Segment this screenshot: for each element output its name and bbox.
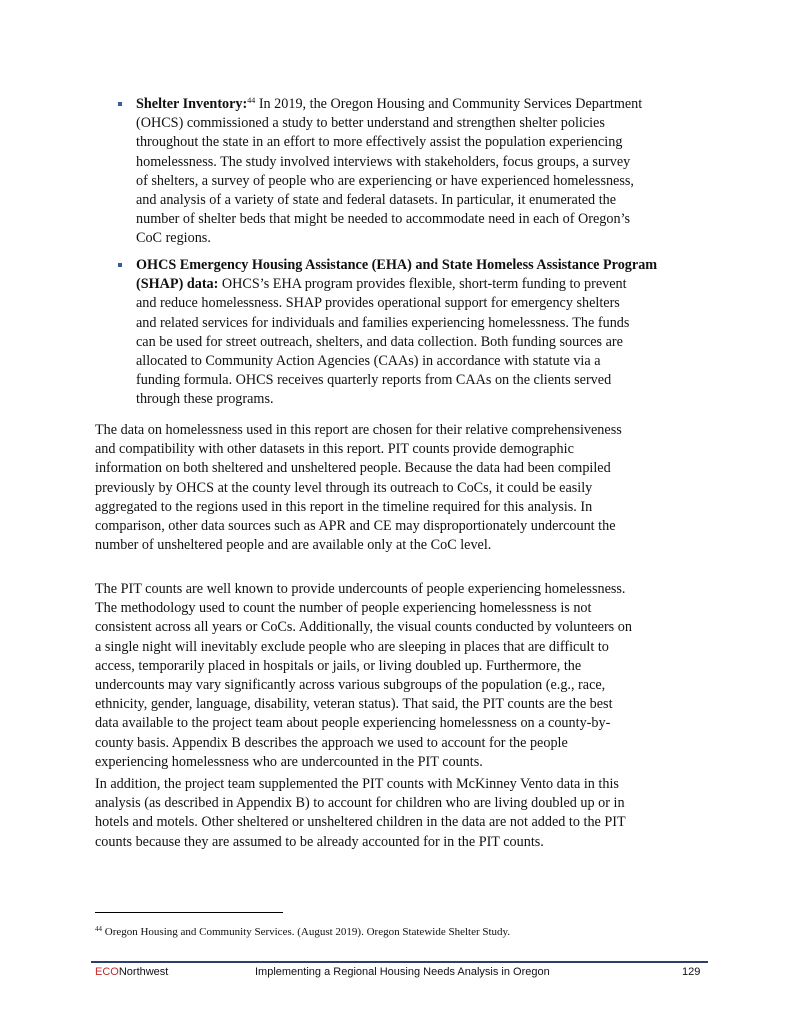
paragraph-line: In addition, the project team supplemented the PIT counts with McKinney Vento data in this [95, 776, 619, 792]
footnote-ref[interactable]: 44 [247, 96, 256, 105]
paragraph-line: The PIT counts are well known to provide undercounts of people experiencing homelessness. [95, 581, 626, 597]
bullet-text: In 2019, the Oregon Housing and Community Services Department [255, 96, 643, 112]
paragraph-data-choice [95, 421, 622, 555]
paragraph-line: a single night will inevitably exclude people who are sleeping in places that are difficult to [95, 638, 609, 655]
brand-eco: ECO [95, 966, 119, 978]
bullet-lead-text: (SHAP) data: [136, 276, 219, 293]
paragraph-line: number of unsheltered people and are available only at the CoC level. [95, 537, 492, 554]
footnote-number: 44 [95, 925, 102, 933]
footnote-divider [95, 912, 283, 913]
bullet-line: and reduce homelessness. SHAP provides operational support for emergency shelters [136, 295, 620, 312]
paragraph-line: information on both sheltered and unsheltered people. Because the data had been compiled [95, 460, 611, 477]
bullet-line: can be used for street outreach, shelters, and data collection. Both funding sources are [136, 333, 623, 350]
paragraph-line: ethnicity, gender, language, disability, veteran status). That said, the PIT counts are the best [95, 696, 613, 713]
bullet-lead [136, 256, 657, 275]
footer-title: Implementing a Regional Housing Needs Analysis in Oregon [255, 966, 550, 978]
paragraph-line: analysis (as described in Appendix B) to account for children who are living doubled up or in [95, 795, 625, 812]
bullet-marker-icon [118, 263, 122, 267]
paragraph-line: consistent across all years or CoCs. Additionally, the visual counts conducted by volunteers on [95, 619, 632, 636]
footer-divider [91, 961, 708, 963]
bullet-line: throughout the state in an effort to more effectively assist the population experiencing [136, 134, 623, 151]
bullet-line: homelessness. The study involved interviews with stakeholders, focus groups, a survey [136, 153, 631, 170]
paragraph-mckinney-vento [95, 775, 626, 852]
paragraph-line: aggregated to the regions used in this report in the timeline required for this analysis. In [95, 498, 593, 515]
page-number: 129 [682, 966, 701, 978]
footer-brand [95, 966, 168, 978]
footnote-text: Oregon Housing and Community Services. (August 2019). Oregon Statewide Shelter Study. [102, 926, 511, 938]
bullet-shelter-inventory [136, 95, 642, 249]
paragraph-line: hotels and motels. Other sheltered or unsheltered children in the data are not added to the PIT [95, 814, 626, 831]
paragraph-line: The methodology used to count the number of people experiencing homelessness is not [95, 600, 592, 617]
paragraph-line: comparison, other data sources such as APR and CE may disproportionately undercount the [95, 517, 616, 534]
bullet-line: allocated to Community Action Agencies (CAAs) in accordance with statute via a [136, 352, 601, 369]
bullet-line: funding formula. OHCS receives quarterly reports from CAAs on the clients served [136, 372, 612, 389]
bullet-ohcs-eha-shap [136, 256, 657, 410]
bullet-line: and analysis of a variety of state and federal datasets. In particular, it enumerated the [136, 191, 617, 208]
paragraph-line: county basis. Appendix B describes the approach we used to account for the people [95, 734, 568, 751]
bullet-line: (OHCS) commissioned a study to better understand and strengthen shelter policies [136, 115, 605, 132]
bullet-line [136, 275, 657, 294]
bullet-line: CoC regions. [136, 230, 211, 247]
paragraph-line: counts because they are assumed to be already accounted for in the PIT counts. [95, 833, 544, 850]
paragraph-line: data available to the project team about people experiencing homelessness on a county-by- [95, 715, 611, 732]
paragraph-line: previously by OHCS at the county level through its outreach to CoCs, it could be easily [95, 479, 593, 496]
paragraph-pit-undercounts [95, 580, 632, 772]
paragraph-line: and compatibility with other datasets in this report. PIT counts provide demographic [95, 441, 574, 458]
bullet-line: and related services for individuals and families experiencing homelessness. The funds [136, 314, 630, 331]
paragraph-line: access, temporarily placed in hospitals or jails, or living doubled up. Furthermore, the [95, 657, 582, 674]
bullet-lead: Shelter Inventory: [136, 96, 248, 112]
bullet-line: of shelters, a survey of people who are experiencing or have experienced homelessness, [136, 172, 634, 189]
bullet-line: number of shelter beds that might be needed to accommodate need in each of Oregon’s [136, 211, 631, 228]
paragraph-line: undercounts may vary significantly across various subgroups of the population (e.g., race, [95, 676, 606, 693]
bullet-line: through these programs. [136, 391, 274, 408]
bullet-line [136, 95, 642, 114]
paragraph-line: experiencing homelessness who are undercounted in the PIT counts. [95, 753, 483, 770]
bullet-marker-icon [118, 102, 122, 106]
footnote [95, 926, 510, 938]
bullet-text: OHCS’s EHA program provides flexible, short-term funding to prevent [218, 276, 627, 293]
bullet-lead-text: OHCS Emergency Housing Assistance (EHA) and State Homeless Assistance Program [136, 257, 658, 273]
brand-rest: Northwest [118, 966, 169, 978]
paragraph-line: The data on homelessness used in this report are chosen for their relative comprehensiveness [95, 422, 622, 438]
